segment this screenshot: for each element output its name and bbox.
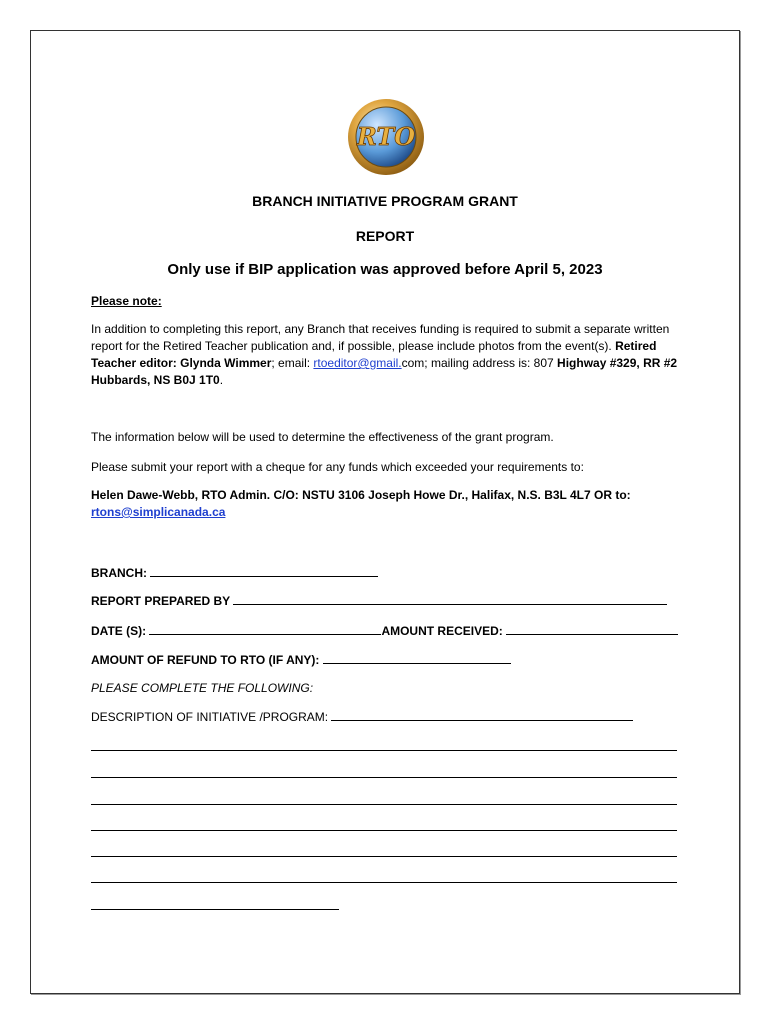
- contact-text: Helen Dawe-Webb, RTO Admin. C/O: NSTU 3106 Joseph Howe Dr., Halifax, N.S. B3L 4L7 OR to:: [91, 488, 631, 502]
- dates-field: [91, 623, 678, 638]
- description-line[interactable]: [91, 856, 677, 857]
- branch-label: BRANCH:: [91, 566, 151, 580]
- dates-label: DATE (S):: [91, 624, 150, 638]
- note-text-end: .: [219, 373, 224, 387]
- note-text-3: com; mailing address is: 807: [401, 356, 558, 370]
- logo-text: RTO: [356, 122, 416, 151]
- refund-input-line[interactable]: [323, 652, 511, 664]
- editor-email-link[interactable]: rtoeditor@gmail.: [313, 356, 402, 370]
- note-text-1: In addition to completing this report, any Branch that receives funding is required to submit a separate written report for the Retired Teacher publication and, if possible, please include photos from the event(s).: [91, 322, 670, 353]
- prepared-by-label: REPORT PREPARED BY: [91, 594, 234, 608]
- amount-received-label: AMOUNT RECEIVED:: [381, 624, 507, 638]
- subtitle: Only use if BIP application was approved before April 5, 2023: [167, 261, 603, 278]
- contact-block: [91, 487, 691, 521]
- dates-input-line[interactable]: [149, 623, 381, 635]
- description-line[interactable]: [91, 777, 677, 778]
- editor-name: Retired Teacher editor: Glynda Wimmer: [91, 339, 657, 370]
- rto-logo: [346, 97, 426, 177]
- description-field: [91, 709, 633, 724]
- description-line[interactable]: [91, 804, 677, 805]
- description-label: DESCRIPTION OF INITIATIVE /PROGRAM:: [91, 710, 332, 724]
- branch-input-line[interactable]: [150, 565, 378, 577]
- title-line1: BRANCH INITIATIVE PROGRAM GRANT: [252, 193, 518, 209]
- description-line[interactable]: [91, 750, 677, 751]
- description-line[interactable]: [91, 882, 677, 883]
- note-text-2: ; email:: [271, 356, 314, 370]
- description-line[interactable]: [91, 909, 339, 910]
- info-text: The information below will be used to determine the effectiveness of the grant program.: [91, 430, 554, 444]
- prepared-by-field: [91, 593, 667, 608]
- please-complete-text: PLEASE COMPLETE THE FOLLOWING:: [91, 681, 314, 695]
- description-input-line[interactable]: [331, 709, 633, 721]
- title-line2: REPORT: [355, 228, 415, 244]
- amount-received-input-line[interactable]: [506, 623, 678, 635]
- branch-field: [91, 565, 378, 580]
- description-line[interactable]: [91, 830, 677, 831]
- refund-field: [91, 652, 511, 667]
- mailing-address: Highway #329, RR #2 Hubbards, NS B0J 1T0: [91, 356, 678, 387]
- prepared-by-input-line[interactable]: [233, 593, 667, 605]
- note-label: Please note:: [91, 294, 162, 308]
- note-paragraph: [91, 321, 691, 389]
- contact-email-link[interactable]: rtons@simplicanada.ca: [91, 505, 226, 519]
- refund-label: AMOUNT OF REFUND TO RTO (IF ANY):: [91, 653, 323, 667]
- submit-text: Please submit your report with a cheque for any funds which exceeded your requirements to:: [91, 460, 584, 474]
